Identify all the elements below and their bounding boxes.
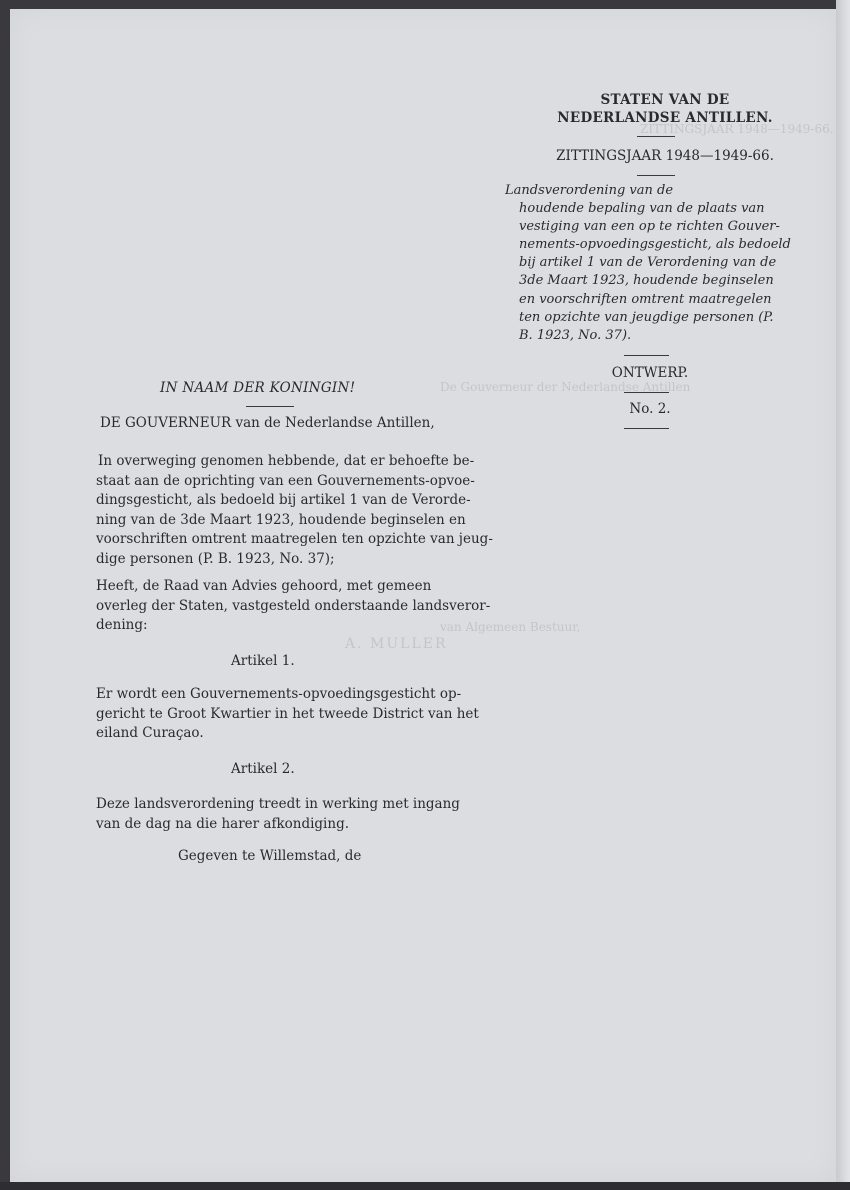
paragraph-line: voorschriften omtrent maatregelen ten opzichte van jeug- [96, 531, 493, 548]
enacting-paragraph [96, 577, 491, 636]
subject-line: nements-opvoedingsgesticht, als bedoeld [519, 237, 791, 253]
subject-description [505, 182, 795, 345]
draft-number: No. 2. [629, 401, 671, 417]
paragraph-line: dige personen (P. B. 1923, No. 37); [96, 550, 335, 567]
paragraph-line: dening: [96, 617, 148, 634]
article-1-title: Artikel 1. [231, 653, 295, 669]
subject-line: Landsverordening van de [505, 183, 674, 198]
article-1-body [96, 685, 479, 744]
page-edge [836, 0, 850, 1190]
subject-line: 3de Maart 1923, houdende beginselen [519, 273, 774, 289]
divider [246, 406, 294, 407]
paragraph-line: In overweging genomen hebbende, dat er behoefte be- [98, 453, 475, 469]
article-2-title: Artikel 2. [231, 761, 295, 777]
article-2-body [96, 795, 466, 834]
show-through-text: ZITTINGSJAAR 1948—1949-66. [640, 122, 834, 136]
divider [637, 175, 675, 176]
considering-paragraph [96, 452, 493, 570]
header-title-line1: STATEN VAN DE [600, 92, 730, 108]
subject-line: bij artikel 1 van de Verordening van de [519, 255, 777, 271]
show-through-text: van Algemeen Bestuur, [440, 620, 581, 634]
divider [624, 392, 669, 393]
paragraph-line: van de dag na die harer afkondiging. [96, 815, 350, 832]
scan-border [0, 1182, 850, 1190]
session-year: ZITTINGSJAAR 1948—1949-66. [556, 148, 774, 164]
subject-line: ten opzichte van jeugdige personen (P. [519, 309, 774, 325]
governor-line: DE GOUVERNEUR van de Nederlandse Antillen, [100, 415, 435, 431]
paragraph-line: overleg der Staten, vastgesteld onderstaande landsveror- [96, 597, 491, 614]
subject-line: houdende bepaling van de plaats van [519, 201, 765, 217]
paragraph-line: dingsgesticht, als bedoeld bij artikel 1 van de Verorde- [96, 492, 471, 509]
show-through-text: De Gouverneur der Nederlandse Antillen [440, 380, 691, 394]
divider [624, 355, 669, 356]
paragraph-line: Deze landsverordening treedt in werking met ingang [96, 796, 460, 812]
subject-line: B. 1923, No. 37). [519, 327, 632, 343]
paragraph-line: Er wordt een Gouvernements-opvoedingsgesticht op- [96, 686, 462, 702]
paragraph-line: staat aan de oprichting van een Gouvernements-opvoe- [96, 472, 475, 489]
preamble-heading: IN NAAM DER KONINGIN! [160, 380, 356, 396]
paragraph-line: eiland Curaçao. [96, 725, 204, 742]
paragraph-line: Heeft, de Raad van Advies gehoord, met gemeen [96, 578, 432, 594]
divider [624, 428, 669, 429]
header-title-line2: NEDERLANDSE ANTILLEN. [557, 110, 773, 126]
subject-line: en voorschriften omtrent maatregelen [519, 291, 772, 307]
show-through-text: A. MULLER [345, 636, 448, 652]
subject-line: vestiging van een op te richten Gouver- [519, 219, 780, 235]
closing-line: Gegeven te Willemstad, de [178, 848, 362, 864]
divider [637, 136, 675, 137]
paragraph-line: gericht te Groot Kwartier in het tweede District van het [96, 705, 479, 722]
paragraph-line: ning van de 3de Maart 1923, houdende beginselen en [96, 511, 466, 528]
draft-label: ONTWERP. [611, 365, 689, 381]
